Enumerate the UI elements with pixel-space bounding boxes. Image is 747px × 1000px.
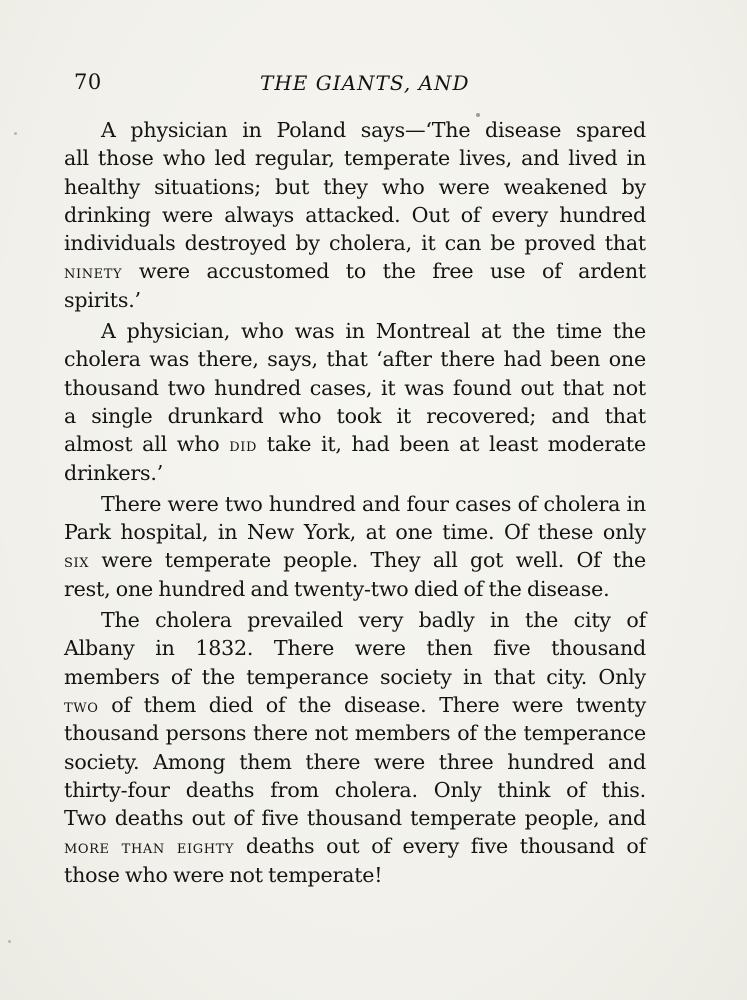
paragraph: [64, 317, 646, 487]
small-caps-text: two: [64, 694, 99, 717]
text-line: [64, 317, 646, 345]
text-line: [64, 719, 646, 747]
text-line: [64, 345, 646, 373]
page-number: 70: [74, 70, 102, 94]
text-line: [64, 490, 646, 518]
paper-speck: [8, 940, 11, 943]
text-run: of them died of the disease. There were twenty: [98, 692, 646, 717]
text-run: healthy situations; but they who were weakened by: [64, 174, 646, 199]
text-line: [64, 861, 646, 889]
small-caps-text: did: [229, 434, 258, 457]
text-run: were temperate people. They all got well. Of the: [89, 548, 646, 573]
text-run: There were two hundred and four cases of cholera in: [101, 491, 646, 516]
text-run: almost all who: [64, 432, 230, 457]
text-line: [64, 606, 646, 634]
text-line: [64, 575, 646, 603]
text-line: [64, 144, 646, 172]
text-line: [64, 663, 646, 691]
text-run: thousand persons there not members of the temperance: [64, 721, 646, 746]
text-run: individuals destroyed by cholera, it can be proved that: [64, 231, 646, 256]
page-header: [74, 70, 634, 100]
text-run: Albany in 1832. There were then five thousand: [64, 636, 646, 661]
text-run: a single drunkard who took it recovered; and that: [64, 403, 646, 428]
text-line: [64, 286, 646, 314]
small-caps-text: ninety: [64, 261, 123, 284]
text-run: deaths out of every five thousand of: [234, 834, 647, 859]
text-run: The cholera prevailed very badly in the city of: [101, 608, 646, 633]
text-line: [64, 173, 646, 201]
text-run: A physician, who was in Montreal at the time the: [101, 319, 646, 344]
paragraph: [64, 606, 646, 889]
text-line: [64, 374, 646, 402]
text-line: [64, 804, 646, 832]
text-run: were accustomed to the free use of ardent: [122, 259, 646, 284]
text-run: take it, had been at least moderate: [257, 432, 646, 457]
running-head: THE GIANTS, AND: [260, 71, 470, 95]
text-run: A physician in Poland says—‘The disease spared: [101, 118, 646, 142]
text-run: thousand two hundred cases, it was found out that not: [64, 375, 646, 400]
paper-speck: [476, 113, 480, 117]
text-line: [64, 776, 646, 804]
body-text: [64, 116, 646, 889]
text-line: [64, 459, 646, 487]
small-caps-text: more than eighty: [64, 836, 235, 859]
paragraph: [64, 490, 646, 603]
text-line: [64, 201, 646, 229]
text-line: [64, 402, 646, 430]
text-run: Two deaths out of five thousand temperate people, and: [64, 806, 646, 831]
text-run: rest, one hundred and twenty-two died of the disease.: [64, 576, 610, 601]
text-run: all those who led regular, temperate lives, and lived in: [64, 146, 646, 171]
text-run: spirits.’: [64, 287, 141, 312]
text-line: [64, 691, 646, 719]
text-line: [64, 832, 646, 860]
text-run: Park hospital, in New York, at one time. Of these only: [64, 520, 646, 545]
text-run: cholera was there, says, that ‘after there had been one: [64, 347, 646, 372]
text-run: thirty-four deaths from cholera. Only think of this.: [64, 777, 646, 802]
text-line: [64, 116, 646, 144]
text-line: [64, 257, 646, 285]
text-line: [64, 518, 646, 546]
paragraph: [64, 116, 646, 314]
text-line: [64, 634, 646, 662]
text-run: those who were not temperate!: [64, 862, 383, 887]
text-run: society. Among them there were three hundred and: [64, 749, 646, 774]
text-run: members of the temperance society in that city. Only: [64, 664, 646, 689]
paper-speck: [14, 132, 17, 135]
text-line: [64, 546, 646, 574]
text-run: drinking were always attacked. Out of every hundred: [64, 202, 646, 227]
text-line: [64, 430, 646, 458]
text-line: [64, 229, 646, 257]
small-caps-text: six: [64, 550, 90, 573]
text-line: [64, 748, 646, 776]
text-run: drinkers.’: [64, 460, 164, 485]
